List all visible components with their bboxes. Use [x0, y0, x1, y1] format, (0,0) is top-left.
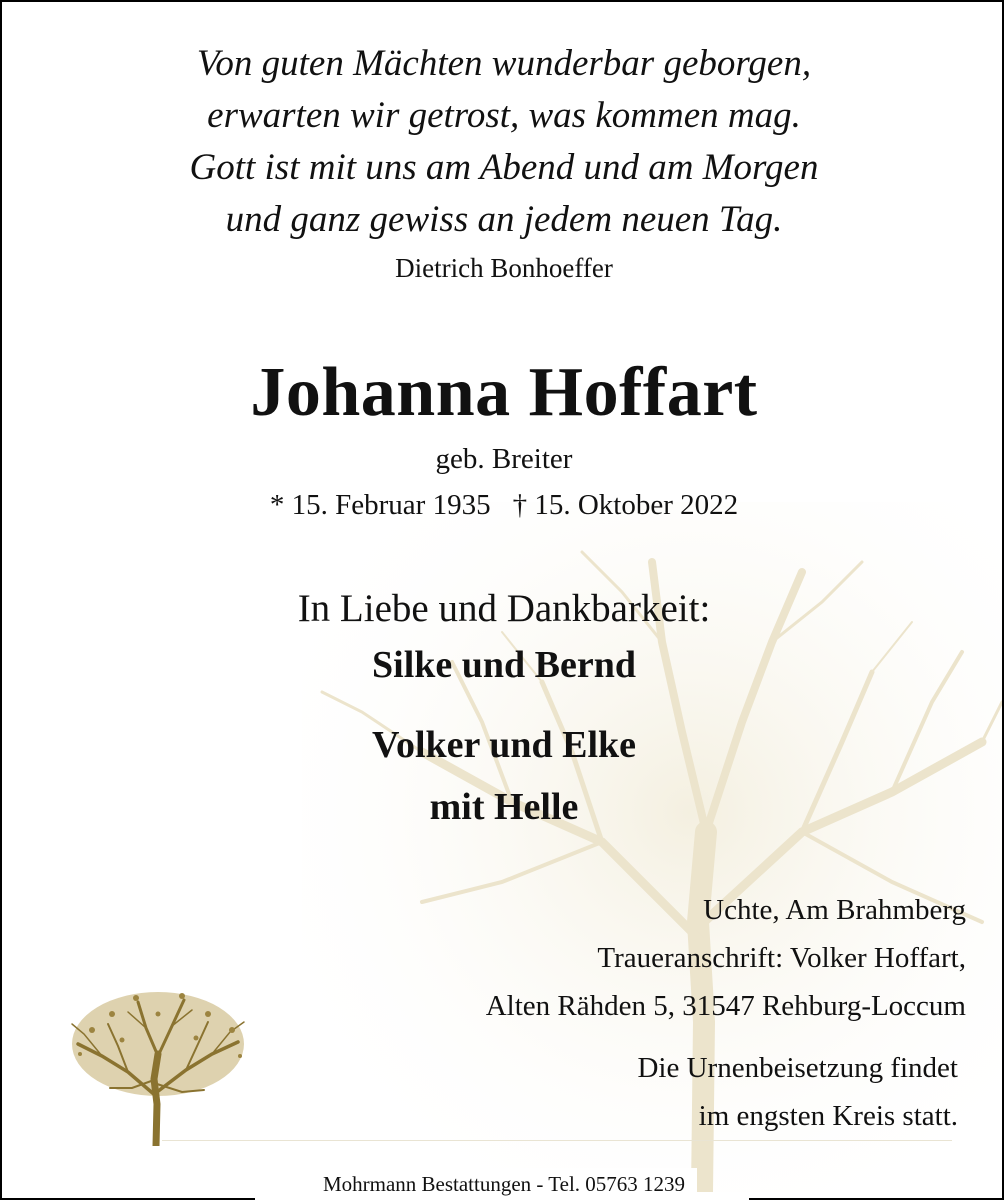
- burial-notice: [637, 1044, 958, 1140]
- mourning-address: [486, 886, 966, 1030]
- mourners-intro: In Liebe und Dankbarkeit:: [297, 587, 711, 630]
- life-dates: [2, 485, 1004, 525]
- poem-line: erwarten wir getrost, was kommen mag.: [207, 95, 801, 136]
- notice-line: im engsten Kreis statt.: [698, 1100, 958, 1132]
- born-name: geb. Breiter: [435, 443, 573, 475]
- address-line: Alten Rähden 5, 31547 Rehburg-Loccum: [485, 990, 966, 1022]
- mourner-name: mit Helle: [429, 786, 579, 828]
- poem-line: und ganz gewiss an jedem neuen Tag.: [225, 199, 783, 240]
- divider-line: [162, 1140, 952, 1141]
- mourner-name: Silke und Bernd: [372, 644, 636, 686]
- funeral-home-contact: Mohrmann Bestattungen - Tel. 05763 1239: [311, 1168, 697, 1200]
- tree-icon: [62, 984, 254, 1146]
- footer: [2, 1168, 1004, 1200]
- birth-date: * 15. Februar 1935: [269, 489, 491, 521]
- address-line: Uchte, Am Brahmberg: [703, 894, 966, 926]
- death-date: † 15. Oktober 2022: [512, 489, 739, 521]
- deceased-name: Johanna Hoffart: [250, 354, 758, 431]
- poem: [2, 38, 1004, 246]
- mourner-name: Volker und Elke: [372, 724, 636, 766]
- poem-author: Dietrich Bonhoeffer: [395, 253, 613, 283]
- poem-line: Gott ist mit uns am Abend und am Morgen: [189, 147, 819, 188]
- poem-line: Von guten Mächten wunderbar geborgen,: [196, 43, 812, 84]
- notice-line: Die Urnenbeisetzung findet: [637, 1052, 958, 1084]
- address-line: Traueranschrift: Volker Hoffart,: [597, 942, 966, 974]
